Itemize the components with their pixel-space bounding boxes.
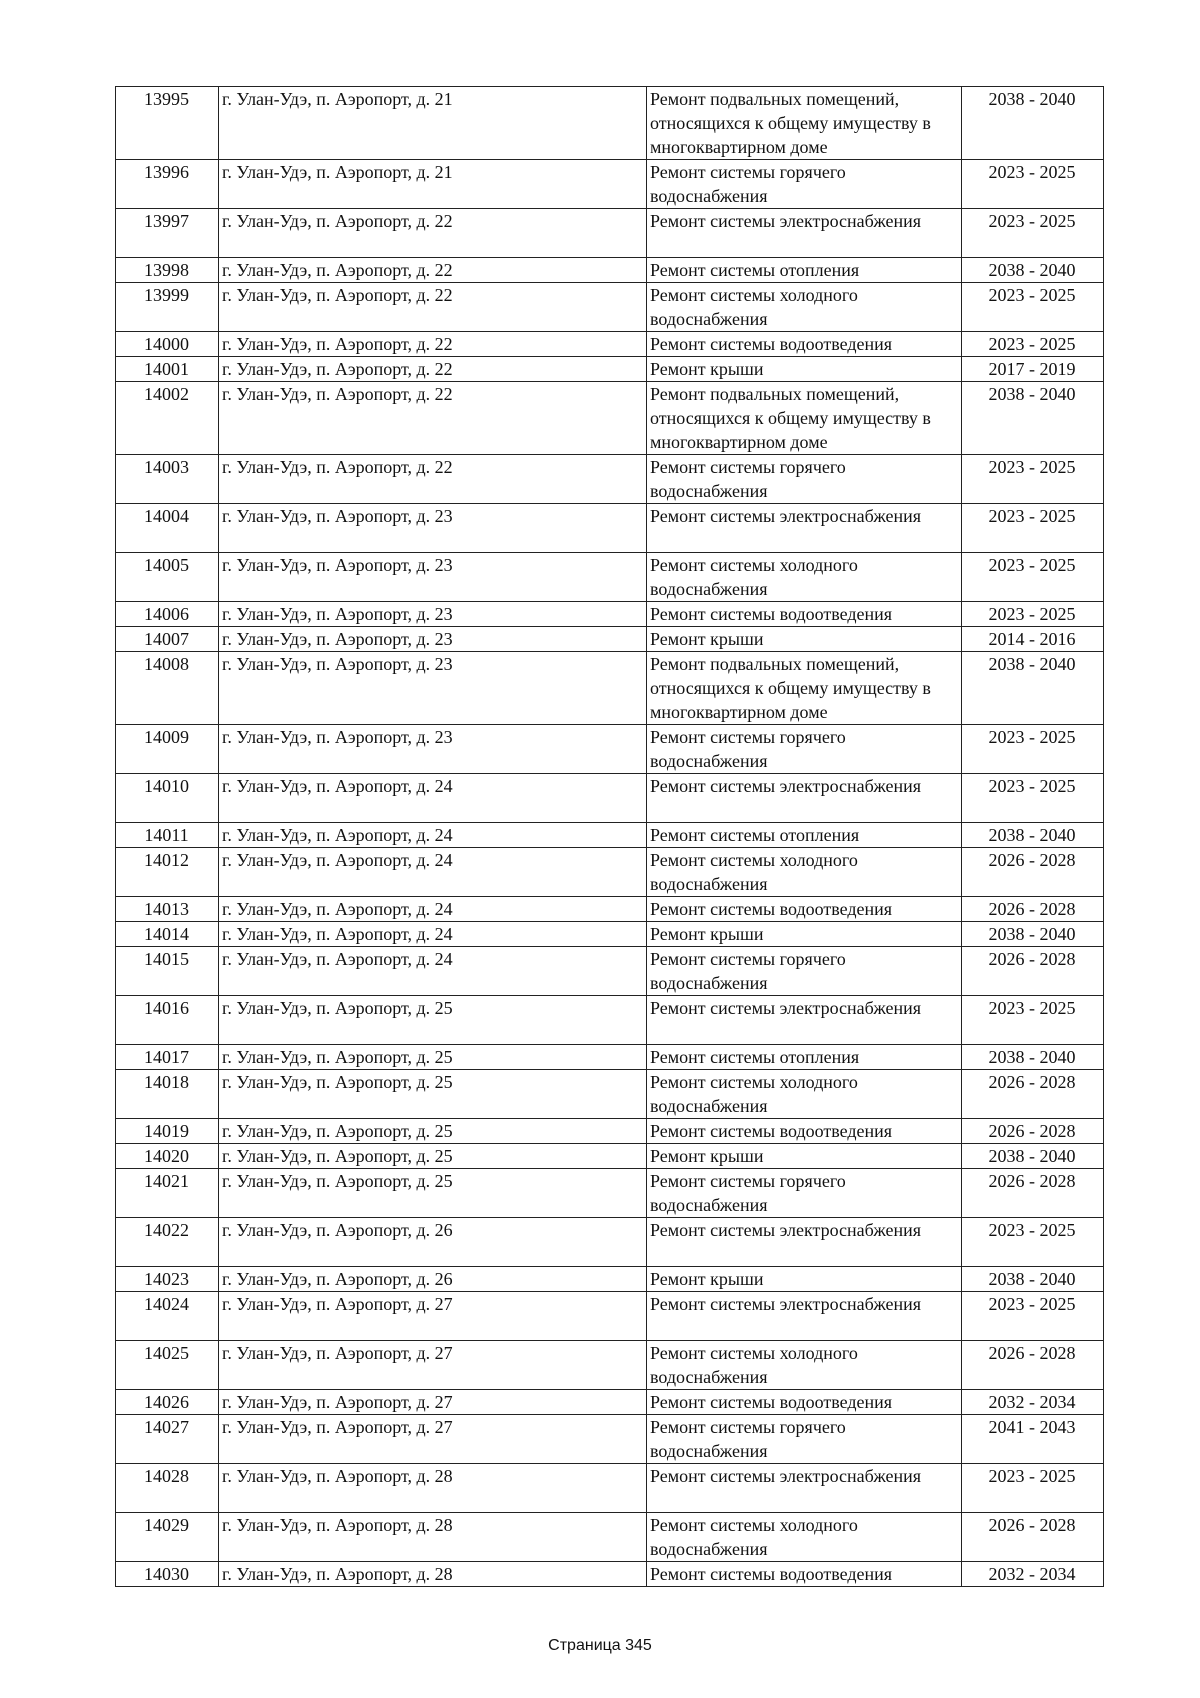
table-row [116,652,1104,725]
table-row [116,332,1104,357]
table-row [116,87,1104,160]
row-period: 2023 - 2025 [962,160,1104,209]
row-period: 2026 - 2028 [962,1070,1104,1119]
table-row [116,602,1104,627]
row-number: 13996 [116,160,219,209]
row-address: г. Улан-Удэ, п. Аэропорт, д. 23 [219,652,647,725]
row-address: г. Улан-Удэ, п. Аэропорт, д. 25 [219,1144,647,1169]
row-work: Ремонт системы водоотведения [647,897,962,922]
row-period: 2026 - 2028 [962,1119,1104,1144]
row-period: 2038 - 2040 [962,1267,1104,1292]
table-row [116,947,1104,996]
row-work: Ремонт системы водоотведения [647,332,962,357]
row-work: Ремонт системы горячего водоснабжения [647,947,962,996]
row-period: 2023 - 2025 [962,1292,1104,1341]
row-work: Ремонт крыши [647,1144,962,1169]
row-period: 2023 - 2025 [962,455,1104,504]
row-address: г. Улан-Удэ, п. Аэропорт, д. 22 [219,283,647,332]
row-work: Ремонт системы холодного водоснабжения [647,553,962,602]
row-period: 2026 - 2028 [962,1341,1104,1390]
row-number: 14019 [116,1119,219,1144]
row-address: г. Улан-Удэ, п. Аэропорт, д. 23 [219,725,647,774]
row-number: 14021 [116,1169,219,1218]
row-address: г. Улан-Удэ, п. Аэропорт, д. 22 [219,209,647,258]
row-work: Ремонт системы водоотведения [647,602,962,627]
table-row [116,725,1104,774]
row-period: 2038 - 2040 [962,1144,1104,1169]
row-period: 2026 - 2028 [962,1169,1104,1218]
table-row [116,209,1104,258]
row-number: 14010 [116,774,219,823]
row-address: г. Улан-Удэ, п. Аэропорт, д. 22 [219,357,647,382]
row-period: 2023 - 2025 [962,1218,1104,1267]
table-row [116,922,1104,947]
table-row [116,1513,1104,1562]
table-row [116,897,1104,922]
row-number: 14007 [116,627,219,652]
row-number: 14029 [116,1513,219,1562]
row-number: 14024 [116,1292,219,1341]
row-number: 14000 [116,332,219,357]
row-number: 14013 [116,897,219,922]
row-address: г. Улан-Удэ, п. Аэропорт, д. 25 [219,996,647,1045]
row-period: 2023 - 2025 [962,725,1104,774]
row-number: 14020 [116,1144,219,1169]
row-number: 13995 [116,87,219,160]
row-address: г. Улан-Удэ, п. Аэропорт, д. 22 [219,258,647,283]
row-address: г. Улан-Удэ, п. Аэропорт, д. 24 [219,823,647,848]
row-work: Ремонт системы холодного водоснабжения [647,1341,962,1390]
row-period: 2038 - 2040 [962,823,1104,848]
row-period: 2023 - 2025 [962,209,1104,258]
row-period: 2026 - 2028 [962,947,1104,996]
row-work: Ремонт системы водоотведения [647,1390,962,1415]
row-work: Ремонт системы отопления [647,1045,962,1070]
row-number: 14028 [116,1464,219,1513]
table-row [116,1341,1104,1390]
row-work: Ремонт системы водоотведения [647,1562,962,1587]
table-row [116,504,1104,553]
row-number: 14014 [116,922,219,947]
table-row [116,1144,1104,1169]
row-number: 14006 [116,602,219,627]
row-number: 14009 [116,725,219,774]
row-work: Ремонт системы электроснабжения [647,209,962,258]
row-address: г. Улан-Удэ, п. Аэропорт, д. 25 [219,1169,647,1218]
table-row [116,357,1104,382]
row-period: 2023 - 2025 [962,283,1104,332]
table-row [116,1267,1104,1292]
row-address: г. Улан-Удэ, п. Аэропорт, д. 27 [219,1415,647,1464]
row-period: 2038 - 2040 [962,1045,1104,1070]
table-row [116,1119,1104,1144]
row-number: 14003 [116,455,219,504]
row-period: 2023 - 2025 [962,553,1104,602]
row-number: 13997 [116,209,219,258]
row-address: г. Улан-Удэ, п. Аэропорт, д. 26 [219,1218,647,1267]
table-body [116,87,1104,1587]
row-address: г. Улан-Удэ, п. Аэропорт, д. 24 [219,848,647,897]
row-work: Ремонт системы холодного водоснабжения [647,1070,962,1119]
row-address: г. Улан-Удэ, п. Аэропорт, д. 21 [219,160,647,209]
row-address: г. Улан-Удэ, п. Аэропорт, д. 24 [219,947,647,996]
row-number: 14008 [116,652,219,725]
row-address: г. Улан-Удэ, п. Аэропорт, д. 25 [219,1045,647,1070]
row-number: 13998 [116,258,219,283]
row-period: 2026 - 2028 [962,1513,1104,1562]
row-period: 2038 - 2040 [962,652,1104,725]
row-work: Ремонт подвальных помещений, относящихся к общему имуществу в многоквартирном доме [647,382,962,455]
table-row [116,1292,1104,1341]
row-number: 14005 [116,553,219,602]
table-row [116,848,1104,897]
row-number: 14012 [116,848,219,897]
table-row [116,1562,1104,1587]
table-row [116,996,1104,1045]
table-row [116,455,1104,504]
row-number: 14001 [116,357,219,382]
row-period: 2032 - 2034 [962,1562,1104,1587]
row-work: Ремонт системы холодного водоснабжения [647,1513,962,1562]
row-number: 14016 [116,996,219,1045]
row-address: г. Улан-Удэ, п. Аэропорт, д. 27 [219,1390,647,1415]
row-address: г. Улан-Удэ, п. Аэропорт, д. 23 [219,504,647,553]
row-period: 2026 - 2028 [962,897,1104,922]
row-period: 2032 - 2034 [962,1390,1104,1415]
row-number: 14017 [116,1045,219,1070]
row-work: Ремонт крыши [647,627,962,652]
row-period: 2014 - 2016 [962,627,1104,652]
row-address: г. Улан-Удэ, п. Аэропорт, д. 27 [219,1292,647,1341]
table-row [116,1045,1104,1070]
row-address: г. Улан-Удэ, п. Аэропорт, д. 24 [219,922,647,947]
table-row [116,283,1104,332]
row-period: 2017 - 2019 [962,357,1104,382]
row-number: 14004 [116,504,219,553]
table-row [116,823,1104,848]
table-row [116,1169,1104,1218]
row-work: Ремонт системы водоотведения [647,1119,962,1144]
row-address: г. Улан-Удэ, п. Аэропорт, д. 24 [219,897,647,922]
row-address: г. Улан-Удэ, п. Аэропорт, д. 25 [219,1070,647,1119]
row-work: Ремонт системы отопления [647,258,962,283]
row-number: 14025 [116,1341,219,1390]
row-number: 14015 [116,947,219,996]
row-number: 14026 [116,1390,219,1415]
row-number: 14018 [116,1070,219,1119]
row-address: г. Улан-Удэ, п. Аэропорт, д. 23 [219,553,647,602]
row-work: Ремонт системы горячего водоснабжения [647,160,962,209]
row-period: 2023 - 2025 [962,332,1104,357]
row-number: 13999 [116,283,219,332]
row-address: г. Улан-Удэ, п. Аэропорт, д. 23 [219,602,647,627]
table-row [116,160,1104,209]
row-period: 2023 - 2025 [962,504,1104,553]
row-address: г. Улан-Удэ, п. Аэропорт, д. 21 [219,87,647,160]
row-work: Ремонт крыши [647,1267,962,1292]
row-number: 14022 [116,1218,219,1267]
row-number: 14002 [116,382,219,455]
table-row [116,1415,1104,1464]
row-address: г. Улан-Удэ, п. Аэропорт, д. 27 [219,1341,647,1390]
row-address: г. Улан-Удэ, п. Аэропорт, д. 25 [219,1119,647,1144]
table-row [116,382,1104,455]
repair-schedule-table [115,86,1104,1587]
row-address: г. Улан-Удэ, п. Аэропорт, д. 22 [219,332,647,357]
row-address: г. Улан-Удэ, п. Аэропорт, д. 28 [219,1513,647,1562]
row-address: г. Улан-Удэ, п. Аэропорт, д. 22 [219,382,647,455]
row-address: г. Улан-Удэ, п. Аэропорт, д. 23 [219,627,647,652]
row-work: Ремонт подвальных помещений, относящихся к общему имуществу в многоквартирном доме [647,87,962,160]
row-work: Ремонт системы электроснабжения [647,1218,962,1267]
row-period: 2023 - 2025 [962,774,1104,823]
row-address: г. Улан-Удэ, п. Аэропорт, д. 22 [219,455,647,504]
row-address: г. Улан-Удэ, п. Аэропорт, д. 24 [219,774,647,823]
row-number: 14011 [116,823,219,848]
row-work: Ремонт системы горячего водоснабжения [647,455,962,504]
table-row [116,1218,1104,1267]
row-period: 2038 - 2040 [962,87,1104,160]
table-row [116,774,1104,823]
row-period: 2038 - 2040 [962,258,1104,283]
row-period: 2023 - 2025 [962,996,1104,1045]
row-period: 2038 - 2040 [962,382,1104,455]
page-number: Страница 345 [548,1637,652,1654]
row-work: Ремонт крыши [647,922,962,947]
row-work: Ремонт системы электроснабжения [647,1292,962,1341]
table-row [116,553,1104,602]
table-row [116,627,1104,652]
table-row [116,258,1104,283]
row-work: Ремонт системы электроснабжения [647,504,962,553]
row-period: 2023 - 2025 [962,602,1104,627]
row-address: г. Улан-Удэ, п. Аэропорт, д. 26 [219,1267,647,1292]
row-number: 14027 [116,1415,219,1464]
row-work: Ремонт системы холодного водоснабжения [647,283,962,332]
row-work: Ремонт системы холодного водоснабжения [647,848,962,897]
table-row [116,1070,1104,1119]
table-row [116,1464,1104,1513]
row-address: г. Улан-Удэ, п. Аэропорт, д. 28 [219,1562,647,1587]
row-number: 14030 [116,1562,219,1587]
row-work: Ремонт системы горячего водоснабжения [647,1169,962,1218]
table-row [116,1390,1104,1415]
row-period: 2038 - 2040 [962,922,1104,947]
row-work: Ремонт системы горячего водоснабжения [647,1415,962,1464]
row-work: Ремонт системы электроснабжения [647,774,962,823]
row-number: 14023 [116,1267,219,1292]
row-work: Ремонт системы электроснабжения [647,1464,962,1513]
row-work: Ремонт системы горячего водоснабжения [647,725,962,774]
row-work: Ремонт подвальных помещений, относящихся к общему имуществу в многоквартирном доме [647,652,962,725]
row-period: 2023 - 2025 [962,1464,1104,1513]
row-work: Ремонт системы отопления [647,823,962,848]
row-period: 2041 - 2043 [962,1415,1104,1464]
row-work: Ремонт крыши [647,357,962,382]
row-work: Ремонт системы электроснабжения [647,996,962,1045]
row-period: 2026 - 2028 [962,848,1104,897]
row-address: г. Улан-Удэ, п. Аэропорт, д. 28 [219,1464,647,1513]
